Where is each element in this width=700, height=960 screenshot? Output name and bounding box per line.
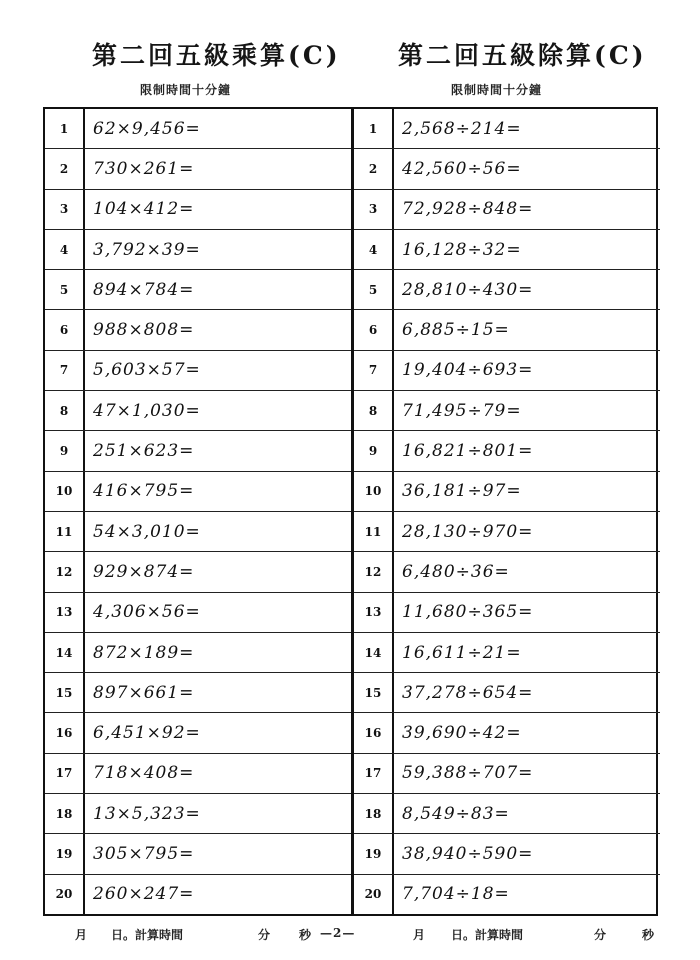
division-row	[354, 754, 660, 794]
division-row	[354, 149, 660, 189]
multiplication-problem-number: 2	[45, 149, 85, 188]
multiplication-problem-expression: 62×9,456=	[93, 118, 201, 139]
division-row	[354, 310, 660, 350]
multiplication-row	[45, 270, 351, 310]
multiplication-row	[45, 109, 351, 149]
multiplication-row	[45, 552, 351, 592]
multiplication-problem-expression: 260×247=	[93, 884, 195, 905]
multiplication-problem-number: 16	[45, 713, 85, 752]
footer-month-left: 月	[75, 928, 88, 942]
multiplication-row	[45, 149, 351, 189]
multiplication-row	[45, 633, 351, 673]
page-number: —2—	[320, 926, 356, 940]
multiplication-problem-number: 14	[45, 633, 85, 672]
multiplication-problem-number: 3	[45, 190, 85, 229]
division-problem-expression: 71,495÷79=	[402, 400, 522, 421]
multiplication-row	[45, 754, 351, 794]
division-row	[354, 190, 660, 230]
division-row	[354, 472, 660, 512]
division-problem-number: 12	[354, 552, 394, 591]
division-problem-number: 1	[354, 109, 394, 148]
division-problem-expression: 19,404÷693=	[402, 360, 534, 381]
division-row	[354, 673, 660, 713]
multiplication-problem-expression: 251×623=	[93, 441, 195, 462]
division-problem-number: 9	[354, 431, 394, 470]
division-problem-number: 6	[354, 310, 394, 349]
division-row	[354, 593, 660, 633]
division-problem-number: 3	[354, 190, 394, 229]
division-problem-expression: 2,568÷214=	[402, 118, 522, 139]
multiplication-problem-number: 9	[45, 431, 85, 470]
division-problem-expression: 36,181÷97=	[402, 481, 522, 502]
footer-day-timing-right: 日。計算時間	[451, 928, 524, 942]
division-problem-number: 15	[354, 673, 394, 712]
multiplication-problem-expression: 5,603×57=	[93, 360, 201, 381]
multiplication-problem-expression: 3,792×39=	[93, 239, 201, 260]
multiplication-problem-number: 8	[45, 391, 85, 430]
multiplication-problem-number: 11	[45, 512, 85, 551]
division-problem-expression: 39,690÷42=	[402, 723, 522, 744]
division-problem-expression: 7,704÷18=	[402, 884, 510, 905]
division-problem-expression: 8,549÷83=	[402, 803, 510, 824]
division-problem-expression: 16,821÷801=	[402, 441, 534, 462]
multiplication-problem-expression: 894×784=	[93, 279, 195, 300]
division-problem-expression: 28,810÷430=	[402, 279, 534, 300]
division-row	[354, 713, 660, 753]
division-problem-number: 14	[354, 633, 394, 672]
multiplication-title: 第二回五級乘算(C)	[92, 41, 341, 70]
division-row	[354, 270, 660, 310]
multiplication-problem-expression: 47×1,030=	[93, 400, 201, 421]
division-problem-expression: 37,278÷654=	[402, 682, 534, 703]
multiplication-problem-number: 5	[45, 270, 85, 309]
multiplication-time-limit: 限制時間十分鐘	[140, 83, 232, 97]
multiplication-row	[45, 875, 351, 914]
multiplication-row	[45, 190, 351, 230]
footer-seconds-right: 秒	[642, 928, 655, 942]
division-problem-expression: 16,611÷21=	[402, 642, 522, 663]
division-problem-number: 18	[354, 794, 394, 833]
division-time-limit: 限制時間十分鐘	[451, 83, 543, 97]
multiplication-problem-number: 20	[45, 875, 85, 914]
multiplication-problem-expression: 416×795=	[93, 481, 195, 502]
division-column	[354, 109, 660, 914]
multiplication-column	[45, 109, 354, 914]
division-problem-expression: 6,885÷15=	[402, 320, 510, 341]
division-problem-number: 8	[354, 391, 394, 430]
multiplication-problem-number: 10	[45, 472, 85, 511]
division-problem-number: 20	[354, 875, 394, 914]
multiplication-problem-expression: 6,451×92=	[93, 723, 201, 744]
multiplication-row	[45, 351, 351, 391]
division-problem-expression: 16,128÷32=	[402, 239, 522, 260]
multiplication-problem-expression: 4,306×56=	[93, 602, 201, 623]
footer-seconds-left: 秒	[299, 928, 312, 942]
footer-minutes-right: 分	[594, 928, 607, 942]
division-problem-number: 5	[354, 270, 394, 309]
division-row	[354, 230, 660, 270]
division-problem-expression: 42,560÷56=	[402, 158, 522, 179]
division-problem-number: 10	[354, 472, 394, 511]
footer-minutes-left: 分	[258, 928, 271, 942]
division-problem-number: 4	[354, 230, 394, 269]
footer-day-timing-left: 日。計算時間	[111, 928, 184, 942]
division-problem-number: 2	[354, 149, 394, 188]
multiplication-problem-number: 7	[45, 351, 85, 390]
division-problem-expression: 6,480÷36=	[402, 561, 510, 582]
multiplication-problem-expression: 730×261=	[93, 158, 195, 179]
division-problem-number: 19	[354, 834, 394, 873]
division-row	[354, 875, 660, 914]
multiplication-problem-expression: 13×5,323=	[93, 803, 201, 824]
multiplication-problem-number: 6	[45, 310, 85, 349]
division-problem-expression: 59,388÷707=	[402, 763, 534, 784]
multiplication-problem-expression: 54×3,010=	[93, 521, 201, 542]
multiplication-row	[45, 834, 351, 874]
multiplication-row	[45, 472, 351, 512]
division-row	[354, 351, 660, 391]
multiplication-problem-number: 13	[45, 593, 85, 632]
multiplication-problem-number: 19	[45, 834, 85, 873]
multiplication-problem-expression: 718×408=	[93, 763, 195, 784]
multiplication-problem-expression: 305×795=	[93, 843, 195, 864]
multiplication-problem-number: 1	[45, 109, 85, 148]
multiplication-problem-number: 18	[45, 794, 85, 833]
multiplication-row	[45, 593, 351, 633]
problem-table	[43, 107, 658, 916]
multiplication-row	[45, 713, 351, 753]
division-row	[354, 391, 660, 431]
division-row	[354, 431, 660, 471]
multiplication-problem-expression: 872×189=	[93, 642, 195, 663]
multiplication-problem-number: 12	[45, 552, 85, 591]
multiplication-problem-expression: 988×808=	[93, 320, 195, 341]
division-problem-expression: 11,680÷365=	[402, 602, 534, 623]
multiplication-row	[45, 310, 351, 350]
multiplication-problem-expression: 897×661=	[93, 682, 195, 703]
division-problem-number: 7	[354, 351, 394, 390]
multiplication-row	[45, 391, 351, 431]
multiplication-row	[45, 794, 351, 834]
division-title: 第二回五級除算(C)	[398, 41, 647, 70]
division-problem-number: 11	[354, 512, 394, 551]
division-problem-number: 13	[354, 593, 394, 632]
multiplication-problem-number: 17	[45, 754, 85, 793]
multiplication-row	[45, 230, 351, 270]
division-problem-number: 17	[354, 754, 394, 793]
multiplication-row	[45, 673, 351, 713]
multiplication-row	[45, 512, 351, 552]
multiplication-problem-number: 4	[45, 230, 85, 269]
division-problem-expression: 72,928÷848=	[402, 199, 534, 220]
division-problem-expression: 38,940÷590=	[402, 843, 534, 864]
division-row	[354, 794, 660, 834]
division-row	[354, 633, 660, 673]
footer-month-right: 月	[413, 928, 426, 942]
multiplication-row	[45, 431, 351, 471]
multiplication-problem-expression: 104×412=	[93, 199, 195, 220]
division-problem-number: 16	[354, 713, 394, 752]
division-problem-expression: 28,130÷970=	[402, 521, 534, 542]
division-row	[354, 552, 660, 592]
division-row	[354, 109, 660, 149]
division-row	[354, 834, 660, 874]
multiplication-problem-number: 15	[45, 673, 85, 712]
multiplication-problem-expression: 929×874=	[93, 561, 195, 582]
division-row	[354, 512, 660, 552]
